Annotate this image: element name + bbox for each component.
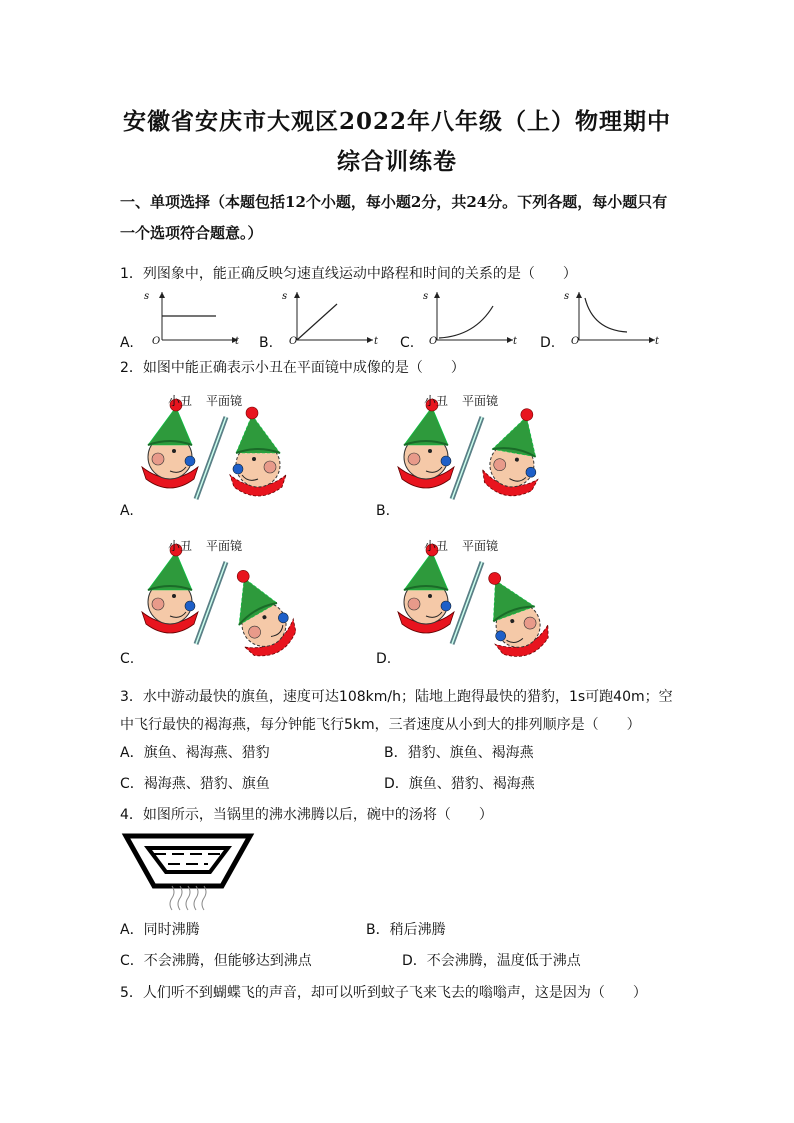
q1d-s-label: s [564, 291, 570, 302]
title-line-2: 综合训练卷 [337, 148, 457, 175]
q1c-t-label: t [513, 336, 518, 347]
q1a-origin: O [152, 336, 161, 347]
q2-option-d-figure [396, 540, 556, 650]
q3-option-b: B．猎豹、旗鱼、褐海燕 [384, 745, 534, 761]
q2-option-c-label: C. [120, 651, 135, 667]
q4-option-c: C．不会沸腾，但能够达到沸点 [120, 953, 312, 969]
q2-option-c-figure [140, 540, 300, 650]
q1c-origin: O [429, 336, 438, 347]
q1d-t-label: t [655, 336, 660, 347]
question-4: 4．如图所示，当锅里的沸水沸腾以后，碗中的汤将（ ） [120, 807, 493, 823]
q2-option-d-label: D. [376, 651, 392, 667]
q2-option-a-label: A. [120, 503, 134, 519]
q1-graph-a [150, 290, 240, 350]
q1b-origin: O [289, 336, 298, 347]
q2-option-a-figure [140, 395, 300, 505]
q1-option-b-label: B. [259, 335, 274, 351]
q1-option-d-label: D. [540, 335, 556, 351]
q1a-s-label: s [144, 291, 150, 302]
q1-graph-b [285, 290, 375, 350]
q4-option-a: A．同时沸腾 [120, 922, 200, 938]
q2-mirror-label: 平面镜 [462, 539, 499, 553]
q1d-origin: O [571, 336, 580, 347]
q4-option-d: D．不会沸腾，温度低于沸点 [402, 953, 581, 969]
q1a-t-label: t [235, 336, 240, 347]
q2-option-b-label: B. [376, 503, 391, 519]
question-5: 5．人们听不到蝴蝶飞的声音，却可以听到蚊子飞来飞去的嗡嗡声，这是因为（ ） [120, 985, 647, 1001]
q1c-s-label: s [423, 291, 429, 302]
q1-graph-c [425, 290, 518, 350]
title-line-1: 安徽省安庆市大观区2022年八年级（上）物理期中 [122, 108, 671, 135]
q2-mirror-label: 平面镜 [206, 539, 243, 553]
q1b-s-label: s [282, 291, 288, 302]
question-2: 2．如图中能正确表示小丑在平面镜中成像的是（ ） [120, 360, 465, 376]
q2-mirror-label: 平面镜 [206, 394, 243, 408]
q1-option-a-label: A. [120, 335, 134, 351]
q2-option-b-figure [396, 395, 556, 505]
q1-option-c-label: C. [400, 335, 415, 351]
question-3: 3．水中游动最快的旗鱼，速度可达108km/h；陆地上跑得最快的猎豹，1s可跑40m；空中飞行最快的褐海燕，每分钟能飞行5km，三者速度从小到大的排列顺序是（ ） [120, 689, 673, 733]
q2-mirror-label: 平面镜 [462, 394, 499, 408]
section-heading: 一、单项选择（本题包括12个小题，每小题2分，共24分。下列各题，每小题只有一个选项符合题意。） [120, 193, 668, 242]
q2-clown-label: 小丑 [424, 539, 449, 553]
q3-option-a: A．旗鱼、褐海燕、猎豹 [120, 745, 270, 761]
q1b-t-label: t [374, 336, 379, 347]
q4-option-b: B．稍后沸腾 [366, 922, 446, 938]
question-1: 1．列图象中，能正确反映匀速直线运动中路程和时间的关系的是（ ） [120, 266, 577, 282]
q2-clown-label: 小丑 [424, 394, 449, 408]
q3-option-c: C．褐海燕、猎豹、旗鱼 [120, 776, 270, 792]
q2-clown-label: 小丑 [168, 539, 193, 553]
q1-graph-d [567, 290, 660, 350]
q3-option-d: D．旗鱼、猎豹、褐海燕 [384, 776, 535, 792]
q2-clown-label: 小丑 [168, 394, 193, 408]
pot-and-bowl-diagram [122, 830, 254, 912]
